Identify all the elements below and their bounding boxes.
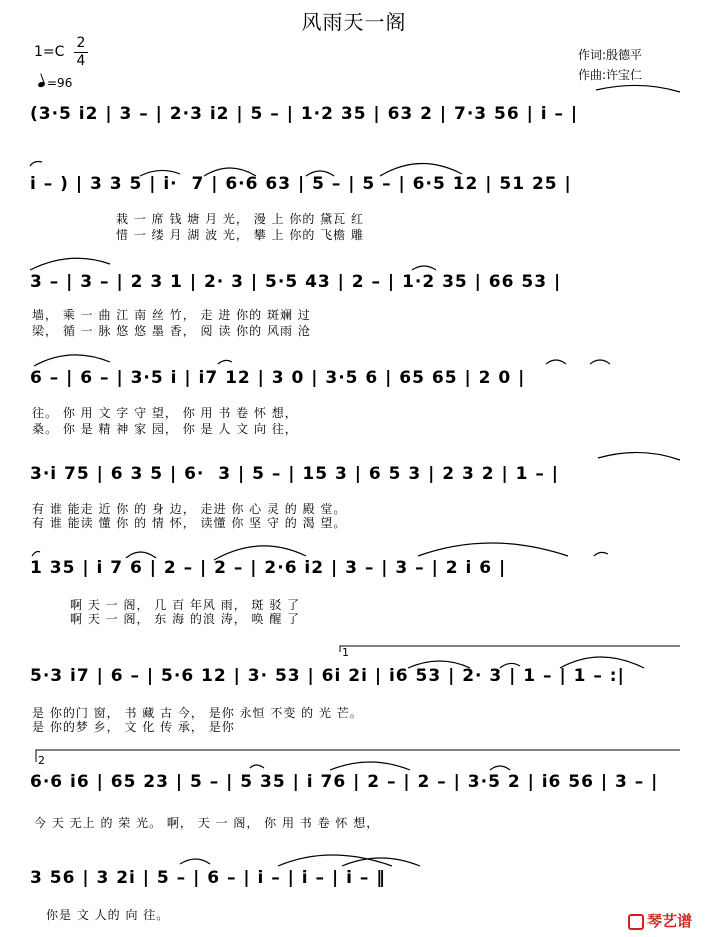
- lyric-verse-2: 有 谁 能读 懂 你 的 情 怀， 读懂 你 坚 守 的 渴 望。: [32, 516, 347, 530]
- volta-1: 1: [342, 646, 349, 659]
- composer-credit: 作曲:许宝仁: [578, 68, 643, 82]
- lyric-verse-1: 有 谁 能走 近 你 的 身 边， 走进 你 心 灵 的 殿 堂。: [32, 502, 347, 516]
- lyric-verse-1: 栽 一 席 钱 塘 月 光， 漫 上 你的 黛瓦 红: [116, 212, 364, 226]
- lyric-verse-1: 墙， 乘 一 曲 江 南 丝 竹， 走 进 你的 斑斓 过: [32, 308, 311, 322]
- volta-2: 2: [38, 754, 45, 767]
- lyric-verse-2: 啊 天 一 阁， 东 海 的浪 涛， 唤 醒 了: [70, 612, 301, 626]
- lyric-verse-1: 啊 天 一 阁， 几 百 年风 雨， 斑 驳 了: [70, 598, 301, 612]
- notation-line: 1 35 | i 7 6 | 2 – | 2 – | 2·6 i2 | 3 – | 3 – | 2 i 6 |: [30, 558, 507, 578]
- notation-line: 6 – | 6 – | 3·5 i | i7 12 | 3 0 | 3·5 6 | 65 65 | 2 0 |: [30, 368, 526, 388]
- key-signature: 1=C: [34, 44, 65, 60]
- lyric-verse-1: 今 天 无上 的 荣 光。 啊， 天 一 阁， 你 用 书 卷 怀 想，: [34, 816, 380, 830]
- notation-line: 3 56 | 3 2i | 5 – | 6 – | i – | i – | i – ‖: [30, 868, 386, 888]
- logo-mark-icon: [628, 914, 644, 930]
- notation-line: 5·3 i7 | 6 – | 5·6 12 | 3· 53 | 6i 2i | i6 53 | 2· 3 | 1 – | 1 – :|: [30, 666, 625, 686]
- lyric-verse-2: 桑。 你 是 精 神 家 园， 你 是 人 文 向 往，: [32, 422, 298, 436]
- notation-line: 6·6 i6 | 65 23 | 5 – | 5 35 | i 76 | 2 – | 2 – | 3·5 2 | i6 56 | 3 – |: [30, 772, 659, 792]
- notation-line: (3·5 i2 | 3 – | 2·3 i2 | 5 – | 1·2 35 | 63 2 | 7·3 56 | i – |: [30, 104, 579, 124]
- notation-line: 3 – | 3 – | 2 3 1 | 2· 3 | 5·5 43 | 2 – | 1·2 35 | 66 53 |: [30, 272, 562, 292]
- time-bottom: 4: [76, 53, 86, 69]
- lyricist-credit: 作词:殷德平: [578, 48, 643, 62]
- time-top: 2: [76, 35, 86, 51]
- lyric-verse-1: 是 你的门 窗， 书 藏 古 今， 是你 永恒 不变 的 光 芒。: [32, 706, 363, 720]
- tempo-marking: =96: [38, 76, 72, 90]
- lyric-verse-1: 你是 文 人的 向 往。: [46, 908, 170, 922]
- notation-line: i – ) | 3 3 5 | i· 7 | 6·6 63 | 5 – | 5 – | 6·5 12 | 51 25 |: [30, 174, 572, 194]
- lyric-verse-1: 往。 你 用 文 字 守 望， 你 用 书 卷 怀 想，: [32, 406, 298, 420]
- notation-line: 3·i 75 | 6 3 5 | 6· 3 | 5 – | 15 3 | 6 5 3 | 2 3 2 | 1 – |: [30, 464, 559, 484]
- lyric-verse-2: 是 你的梦 乡， 文 化 传 承， 是你: [32, 720, 235, 734]
- lyric-verse-2: 梁， 循 一 脉 悠 悠 墨 香， 阅 读 你的 风雨 沧: [32, 324, 311, 338]
- song-title: 风雨天一阁: [301, 10, 407, 34]
- lyric-verse-2: 惜 一 缕 月 湖 波 光， 攀 上 你的 飞檐 雕: [116, 228, 364, 242]
- qinyipu-logo: 琴艺谱: [628, 910, 692, 931]
